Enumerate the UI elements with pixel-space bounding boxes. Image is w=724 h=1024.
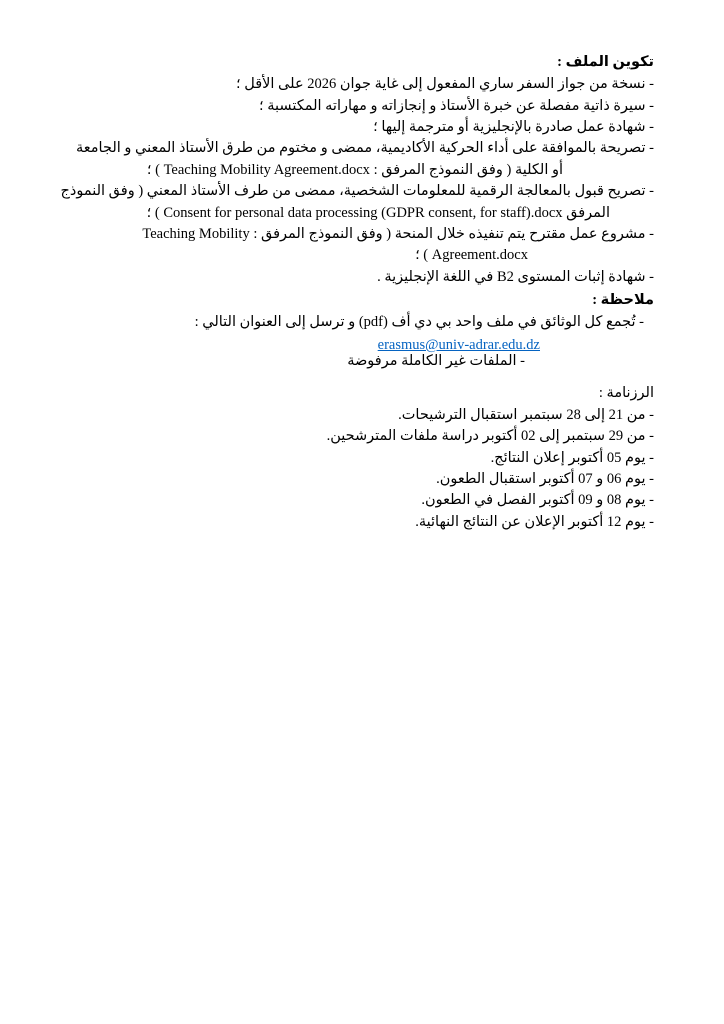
calendar-item: - يوم 08 و 09 أكتوبر الفصل في الطعون. [421, 492, 654, 508]
file-composition-item: - شهادة عمل صادرة بالإنجليزية أو مترجمة إليها ؛ [373, 119, 654, 135]
file-composition-item: - تصريحة بالموافقة على أداء الحركية الأكاديمية، ممضى و مختوم من طرق الأستاذ المعني و الجامعة [76, 140, 654, 156]
note-heading: ملاحظة : [592, 292, 654, 308]
file-composition-item: - تصريح قبول بالمعالجة الرقمية للمعلومات الشخصية، ممضى من طرف الأستاذ المعني ( وفق النموذج [60, 183, 654, 199]
file-composition-heading: تكوين الملف : [557, 54, 654, 70]
file-composition-item-continuation: المرفق Consent for personal data processing (GDPR consent, for staff).docx ) ؛ [146, 205, 610, 221]
calendar-heading: الرزنامة : [598, 385, 654, 401]
file-composition-item-continuation: أو الكلية ( وفق النموذج المرفق : Teaching Mobility Agreement.docx ) ؛ [146, 162, 563, 178]
file-composition-item-continuation: Agreement.docx ) ؛ [415, 247, 528, 263]
calendar-item: - من 29 سبتمبر إلى 02 أكتوبر دراسة ملفات المترشحين. [326, 428, 654, 444]
file-composition-item: - نسخة من جواز السفر ساري المفعول إلى غاية جوان 2026 على الأقل ؛ [235, 76, 654, 92]
calendar-item: - من 21 إلى 28 سبتمبر استقبال الترشيحات. [398, 407, 654, 423]
calendar-item: - يوم 05 أكتوبر إعلان النتائج. [490, 450, 654, 466]
note-item: - تُجمع كل الوثائق في ملف واحد بي دي أف (pdf) و ترسل إلى العنوان التالي : [194, 314, 644, 330]
file-composition-item: - مشروع عمل مقترح يتم تنفيذه خلال المنحة ( وفق النموذج المرفق : Teaching Mobility [142, 226, 654, 242]
calendar-item: - يوم 12 أكتوبر الإعلان عن النتائج النهائية. [415, 514, 654, 530]
note-item: - الملفات غير الكاملة مرفوضة [347, 353, 525, 369]
calendar-item: - يوم 06 و 07 أكتوبر استقبال الطعون. [436, 471, 654, 487]
file-composition-item: - سيرة ذاتية مفصلة عن خبرة الأستاذ و إنجازاته و مهاراته المكتسبة ؛ [259, 98, 654, 114]
file-composition-item: - شهادة إثبات المستوى B2 في اللغة الإنجليزية . [377, 269, 654, 285]
email-link[interactable]: erasmus@univ-adrar.edu.dz [377, 337, 540, 353]
